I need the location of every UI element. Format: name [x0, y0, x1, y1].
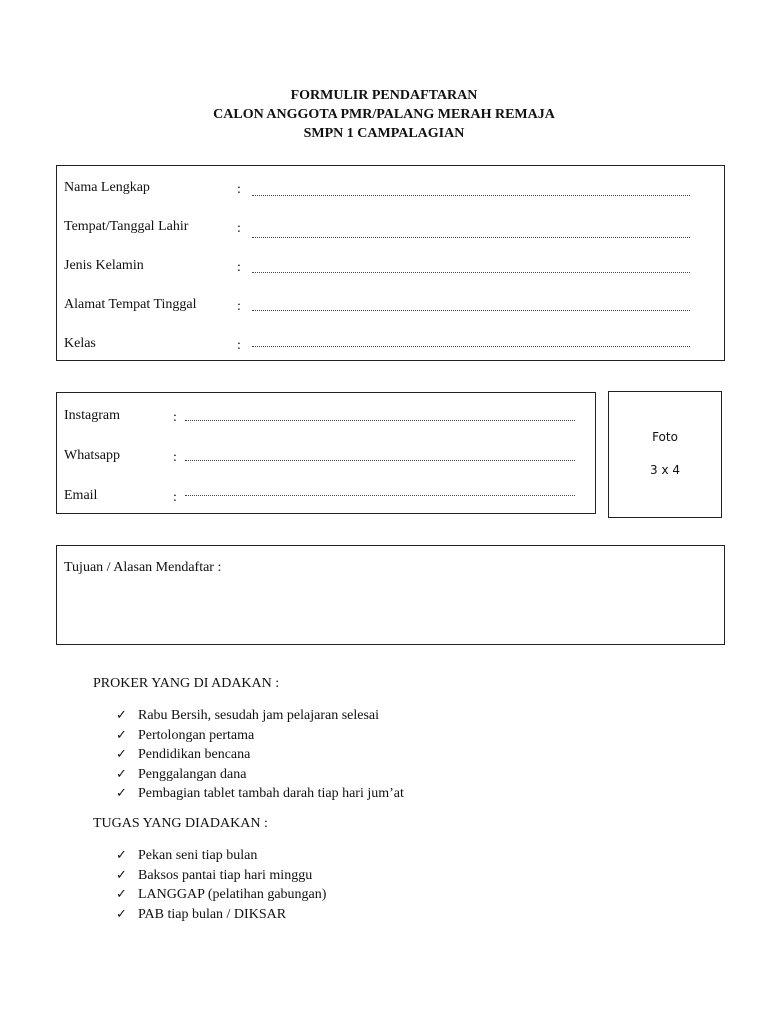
list-item: [114, 885, 326, 905]
photo-label: Foto: [652, 430, 678, 444]
list-item-text: Pendidikan bencana: [138, 747, 251, 762]
form-subtitle: CALON ANGGOTA PMR/PALANG MERAH REMAJA: [213, 107, 555, 122]
check-icon: ✓: [116, 867, 127, 883]
form-title: FORMULIR PENDAFTARAN: [290, 88, 478, 103]
list-item-text: Pekan seni tiap bulan: [138, 848, 258, 863]
check-icon: ✓: [116, 848, 127, 863]
check-icon: ✓: [116, 727, 127, 743]
field-label-ttl: Tempat/Tanggal Lahir: [64, 219, 189, 234]
check-icon: ✓: [116, 766, 127, 782]
list-item-text: PAB tiap bulan / DIKSAR: [138, 906, 287, 922]
tugas-list: [114, 846, 326, 924]
reason-label: Tujuan / Alasan Mendaftar :: [64, 560, 222, 575]
field-colon: :: [237, 221, 241, 236]
list-item: [114, 706, 404, 726]
check-icon: ✓: [116, 887, 127, 902]
list-item: [114, 726, 404, 746]
field-label-email: Email: [64, 488, 98, 503]
list-item: [114, 866, 326, 886]
list-item: [114, 765, 404, 785]
field-label-jenis-kelamin: Jenis Kelamin: [64, 258, 144, 273]
photo-size: 3 x 4: [650, 463, 680, 477]
field-label-kelas: Kelas: [64, 336, 96, 351]
input-line-kelas[interactable]: [252, 346, 690, 347]
proker-list: [114, 706, 404, 804]
field-label-whatsapp: Whatsapp: [64, 448, 120, 463]
input-line-jenis-kelamin[interactable]: [252, 272, 690, 273]
check-icon: ✓: [116, 708, 127, 723]
field-colon: :: [237, 260, 241, 275]
photo-box[interactable]: [608, 391, 722, 518]
list-item-text: Pertolongan pertama: [138, 727, 255, 743]
input-line-ttl[interactable]: [252, 237, 690, 238]
list-item: [114, 745, 404, 765]
list-item-text: LANGGAP (pelatihan gabungan): [138, 887, 327, 902]
field-colon: :: [173, 450, 177, 465]
list-item: [114, 905, 326, 925]
input-line-alamat[interactable]: [252, 310, 690, 311]
school-name: SMPN 1 CAMPALAGIAN: [303, 126, 465, 141]
proker-heading: PROKER YANG DI ADAKAN :: [93, 676, 280, 691]
input-line-whatsapp[interactable]: [185, 460, 575, 461]
reason-box[interactable]: [56, 545, 725, 645]
field-colon: :: [237, 338, 241, 353]
tugas-heading: TUGAS YANG DIADAKAN :: [93, 816, 268, 831]
input-line-nama[interactable]: [252, 195, 690, 196]
check-icon: ✓: [116, 786, 127, 801]
check-icon: ✓: [116, 906, 127, 922]
field-colon: :: [173, 410, 177, 425]
list-item: [114, 784, 404, 804]
list-item-text: Rabu Bersih, sesudah jam pelajaran selesai: [138, 708, 380, 723]
list-item-text: Penggalangan dana: [138, 766, 247, 782]
field-label-instagram: Instagram: [64, 408, 120, 423]
input-line-instagram[interactable]: [185, 420, 575, 421]
field-colon: :: [237, 299, 241, 314]
list-item-text: Baksos pantai tiap hari minggu: [138, 867, 313, 883]
input-line-email[interactable]: [185, 495, 575, 496]
personal-data-box: [56, 165, 725, 361]
contact-box: [56, 392, 596, 514]
check-icon: ✓: [116, 747, 127, 762]
field-colon: :: [173, 490, 177, 505]
field-label-alamat: Alamat Tempat Tinggal: [64, 297, 197, 312]
list-item-text: Pembagian tablet tambah darah tiap hari jum’at: [138, 786, 404, 801]
field-label-nama: Nama Lengkap: [64, 180, 150, 195]
list-item: [114, 846, 326, 866]
field-colon: :: [237, 182, 241, 197]
